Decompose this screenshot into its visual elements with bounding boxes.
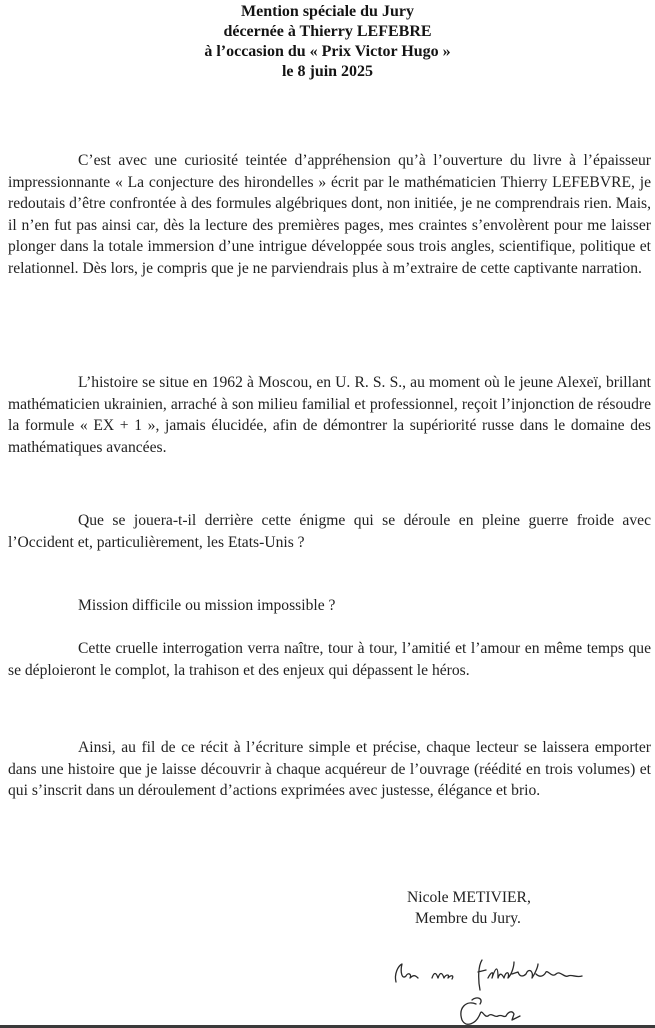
handwriting-word-felicitations	[478, 960, 582, 990]
handwriting-word-mes	[432, 974, 453, 980]
title-line-recipient: décernée à Thierry LEFEBRE	[223, 23, 432, 40]
paragraph-intro: C’est avec une curiosité teintée d’appréhension qu’à l’ouverture du livre à l’épaisseur impressionnante « La conjecture des hirondelles » écrit par le mathématicien Thierry LEFEBVRE, je redoutais d’être confrontée à des formules algébriques dont, non initiée, je ne comprendrais rien. Mais, il n’en fut pas ainsi car, dès la lecture des premières pages, mes craintes s’envolèrent pour me laisser plonger dans la totale immersion d’une intrigue développée sous trois angles, scientifique, politique et relationnel. Dès lors, je compris que je ne parviendrais plus à m’extraire de cette captivante narration.	[8, 152, 651, 277]
title-line-award: Mention spéciale du Jury	[241, 3, 414, 20]
paragraph-conclusion: Ainsi, au fil de ce récit à l’écriture simple et précise, chaque lecteur se laissera emporter dans une histoire que je laisse découvrir à chaque acquéreur de l’ouvrage (réédité en trois volumes) et qui s’inscrit dans un déroulement d’actions exprimées avec justesse, élégance et brio.	[8, 739, 651, 800]
paragraph-question: Que se jouera-t-il derrière cette énigme qui se déroule en pleine guerre froide avec l’Occident et, particulièrement, les Etats-Unis ?	[8, 512, 651, 551]
paragraph-interrogation: Cette cruelle interrogation verra naître, tour à tour, l’amitié et l’amour en même temps que se déploieront le complot, la trahison et des enjeux qui dépassent le héros.	[8, 640, 651, 679]
document-title	[0, 2, 655, 82]
title-line-prize: à l’occasion du « Prix Victor Hugo »	[204, 43, 451, 60]
handwriting-word-avec	[395, 964, 418, 982]
handwritten-signature	[388, 948, 598, 1028]
signatory-name: Nicole METIVIER,	[407, 889, 531, 906]
title-line-date: le 8 juin 2025	[281, 63, 374, 80]
handwriting-initials	[461, 1003, 520, 1024]
signatory-role: Membre du Jury.	[415, 910, 521, 927]
paragraph-story: L’histoire se situe en 1962 à Moscou, en U. R. S. S., au moment où le jeune Alexeï, brillant mathématicien ukrainien, arraché à son milieu familial et professionnel, reçoit l’injonction de résoudre la formule « EX + 1 », jamais élucidée, afin de démontrer la supériorité russe dans le domaine des mathématiques avancées.	[8, 374, 651, 456]
signature-block	[404, 887, 604, 929]
paragraph-mission: Mission difficile ou mission impossible ?	[78, 597, 336, 614]
